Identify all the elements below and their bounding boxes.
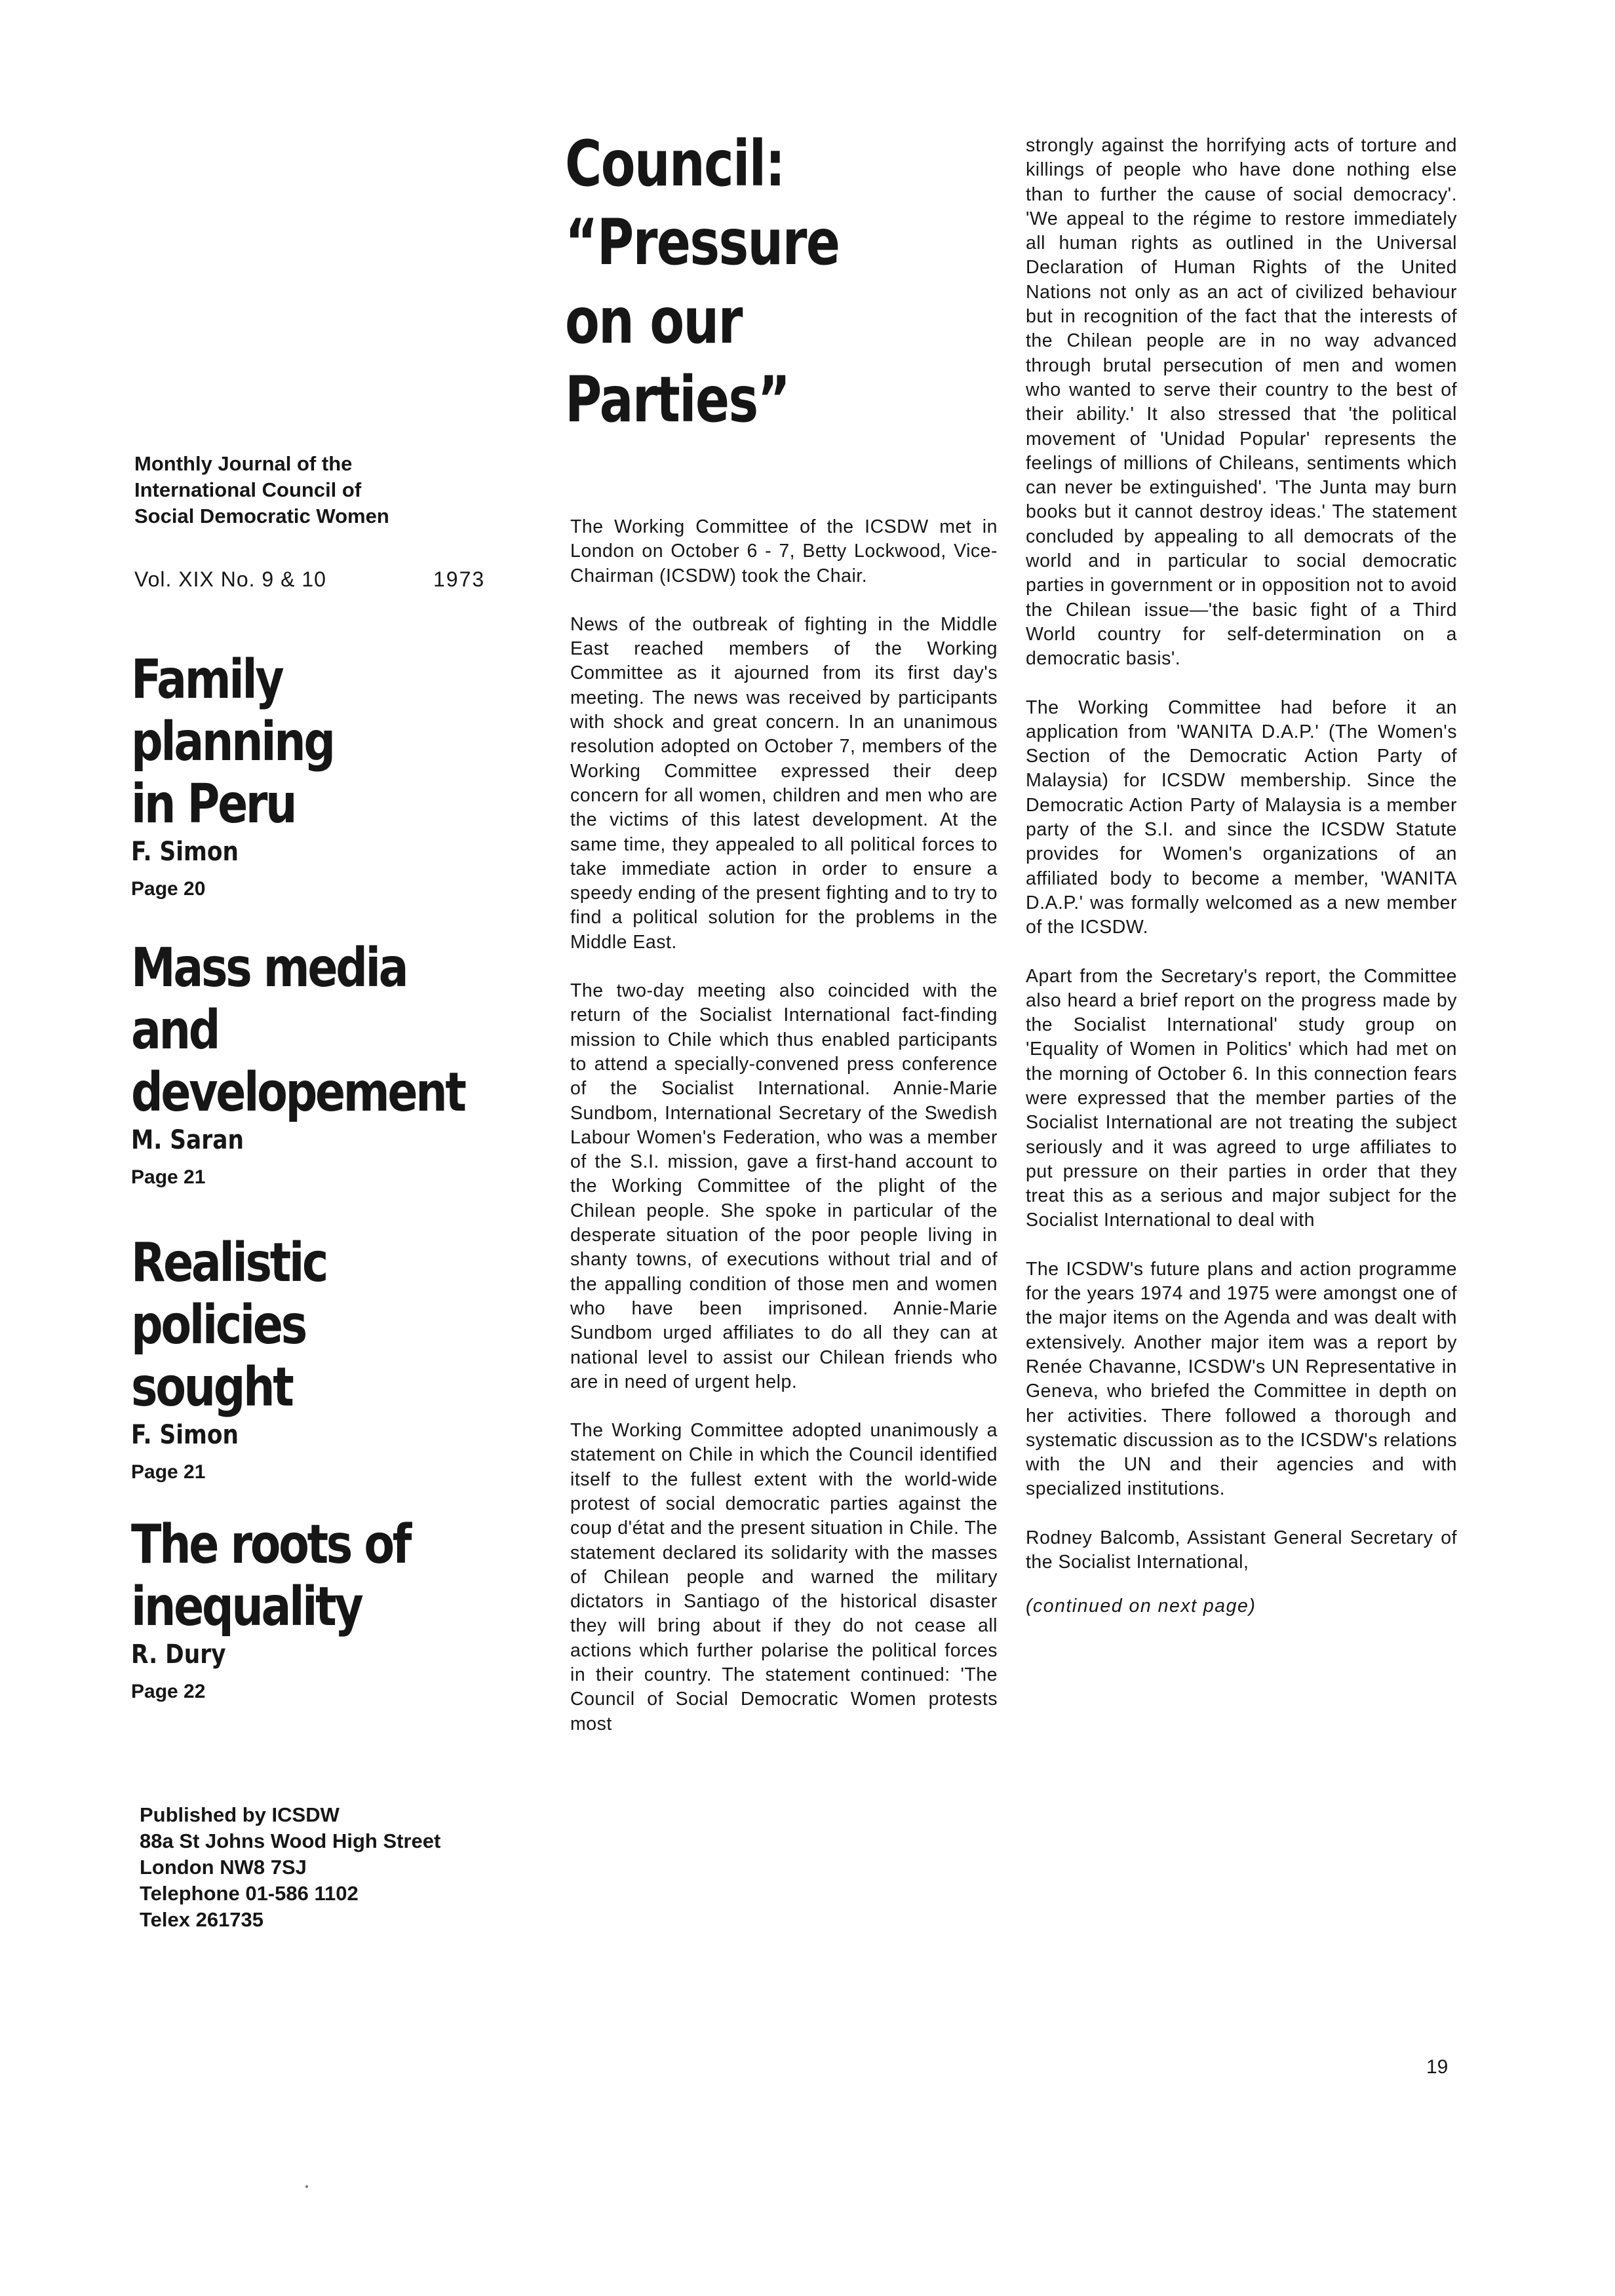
headline-line: Parties”	[565, 363, 790, 436]
toc-title	[131, 937, 465, 1124]
publisher-city: London NW8 7SJ	[140, 1856, 307, 1879]
toc-title-line: Mass media	[131, 937, 407, 999]
article-paragraph: The Working Committee adopted unanimously a statement on Chile in which the Council identified itself to the fullest extent with the world-wide protest of social democratic parties against the coup d'état and the present situation in Chile. The statement declared its solidarity with the masses of Chilean people and warned the military dictators in Santiago of the historical disaster they will bring about if they do not cease all actions which further polarise the political forces in their country. The statement continued: 'The Council of Social Democratic Women protests most	[570, 1420, 998, 1734]
toc-entry-mass-media[interactable]	[131, 937, 524, 1191]
article-paragraph: The Working Committee of the ICSDW met in London on October 6 - 7, Betty Lockwood, Vice-Chairman (ICSDW) took the Chair.	[570, 516, 998, 586]
article-paragraph: News of the outbreak of fighting in the Middle East reached members of the Working Committee as it ajourned from its first day's meeting. The news was received by participants with shock and great concern. In an unanimous resolution adopted on October 7, members of the Working Committee expressed their deep concern for all women, children and men who are the victims of this latest development. At the same time, they appealed to all political forces to take immediate action in order to ensure a speedy ending of the present fighting and to try to find a political solution for the problems in the Middle East.	[570, 613, 998, 953]
page-number: 19	[1426, 2056, 1449, 2078]
toc-author: F. Simon	[131, 837, 239, 867]
toc-author: M. Saran	[131, 1125, 244, 1155]
toc-entry-realistic-policies[interactable]	[131, 1232, 524, 1485]
toc-author: F. Simon	[131, 1420, 239, 1450]
article-paragraph: Rodney Balcomb, Assistant General Secretary of the Socialist International,	[1026, 1527, 1457, 1573]
volume-number: Vol. XIX No. 9 & 10	[134, 567, 326, 591]
article-paragraph: The ICSDW's future plans and action programme for the years 1974 and 1975 were amongst one of the major items on the Agenda and was dealt with extensively. Another major item was a report by Renée Chavanne, ICSDW's UN Representative in Geneva, who briefed the Committee in depth on her activities. There followed a thorough and systematic discussion as to the ICSDW's relations with the UN and their agencies and with specialized institutions.	[1026, 1258, 1457, 1500]
article-paragraph: Apart from the Secretary's report, the Committee also heard a brief report on the progress made by the Socialist International' study group on 'Equality of Women in Politics' which had met on the morning of October 6. In this connection fears were expressed that the member parties of the Socialist International are not treating the subject seriously and it was agreed to urge affiliates to put pressure on their parties in order that they treat this as a serious and major subject for the Socialist International to deal with	[1026, 965, 1457, 1231]
toc-title	[131, 1514, 457, 1638]
toc-page: Page 22	[131, 1681, 206, 1702]
toc-title-line: Family	[131, 649, 282, 711]
toc-title-line: sought	[131, 1356, 292, 1419]
journal-description	[134, 451, 501, 529]
toc-title-line: and	[131, 999, 219, 1062]
journal-line: International Council of	[134, 478, 362, 501]
publisher-info	[140, 1802, 533, 1933]
volume-year: 1973	[433, 567, 486, 591]
toc-page: Page 20	[131, 878, 206, 900]
headline-line: “Pressure	[565, 206, 840, 279]
publisher-telex: Telex 261735	[140, 1908, 264, 1931]
toc-page: Page 21	[131, 1461, 206, 1483]
toc-title-line: developement	[131, 1062, 465, 1124]
article-column-middle	[570, 515, 998, 1761]
headline-line: Council:	[565, 127, 785, 201]
toc-title-line: policies	[131, 1294, 305, 1356]
article-headline	[565, 124, 880, 439]
toc-page: Page 21	[131, 1166, 206, 1188]
headline-line: on our	[565, 284, 742, 358]
publisher-telephone: Telephone 01-586 1102	[140, 1882, 359, 1905]
continued-note[interactable]: (continued on next page)	[1026, 1596, 1256, 1617]
article-paragraph: The two-day meeting also coincided with the return of the Socialist International fact-finding mission to Chile which thus enabled participants to attend a specially-convened press conference of the Socialist International. Annie-Marie Sundbom, International Secretary of the Swedish Labour Women's Federation, who was a member of the S.I. mission, gave a first-hand account to the Working Committee of the plight of the Chilean people. She spoke in particular of the desperate situation of the poor people living in shanty towns, of executions without trial and of the appalling condition of those men and women who have been imprisoned. Annie-Marie Sundbom urged affiliates to do all they can at national level to assist our Chilean friends who are in need of urgent help.	[570, 980, 998, 1392]
toc-title-line: inequality	[131, 1576, 362, 1638]
toc-author: R. Dury	[131, 1639, 226, 1670]
toc-title	[131, 649, 457, 835]
publisher-address: 88a St Johns Wood High Street	[140, 1829, 441, 1852]
toc-title-line: The roots of	[131, 1514, 410, 1576]
publisher-line: Published by ICSDW	[140, 1803, 340, 1826]
toc-title-line: Realistic	[131, 1232, 326, 1294]
toc-entry-family-planning[interactable]	[131, 649, 524, 902]
toc-title-line: planning	[131, 711, 334, 773]
journal-line: Monthly Journal of the	[134, 452, 353, 475]
article-paragraph: The Working Committee had before it an application from 'WANITA D.A.P.' (The Women's Section of the Democratic Action Party of Malaysia) for ICSDW membership. Since the Democratic Action Party of Malaysia is a member party of the S.I. and since the ICSDW Statute provides for Women's organizations of an affiliated body to become a member, 'WANITA D.A.P.' was formally welcomed as a new member of the ICSDW.	[1026, 697, 1457, 938]
toc-title	[131, 1232, 457, 1419]
article-column-right	[1026, 134, 1457, 1619]
scan-speck	[305, 2185, 308, 2188]
toc-entry-roots-of-inequality[interactable]	[131, 1514, 524, 1705]
toc-title-line: in Peru	[131, 773, 296, 835]
article-paragraph: strongly against the horrifying acts of torture and killings of people who have done nothing else than to further the cause of social democracy'. 'We appeal to the régime to restore immediately all human rights as outlined in the Universal Declaration of Human Rights of the United Nations not only as an act of civilized behaviour but in recognition of the fact that the interests of the Chilean people are in no way advanced through brutal persecution of men and women who wanted to serve their country to the best of their ability.' It also stressed that 'the political movement of 'Unidad Popular' represents the feelings of millions of Chileans, sentiments which can never be extinguished'. 'The Junta may burn books but it cannot destroy ideas.' The statement concluded by appealing to all democrats of the world and in particular to social democratic parties in government or in opposition not to avoid the Chilean issue—'the basic fight of a Third World country for self-determination on a democratic basis'.	[1026, 135, 1457, 670]
journal-line: Social Democratic Women	[134, 505, 389, 527]
